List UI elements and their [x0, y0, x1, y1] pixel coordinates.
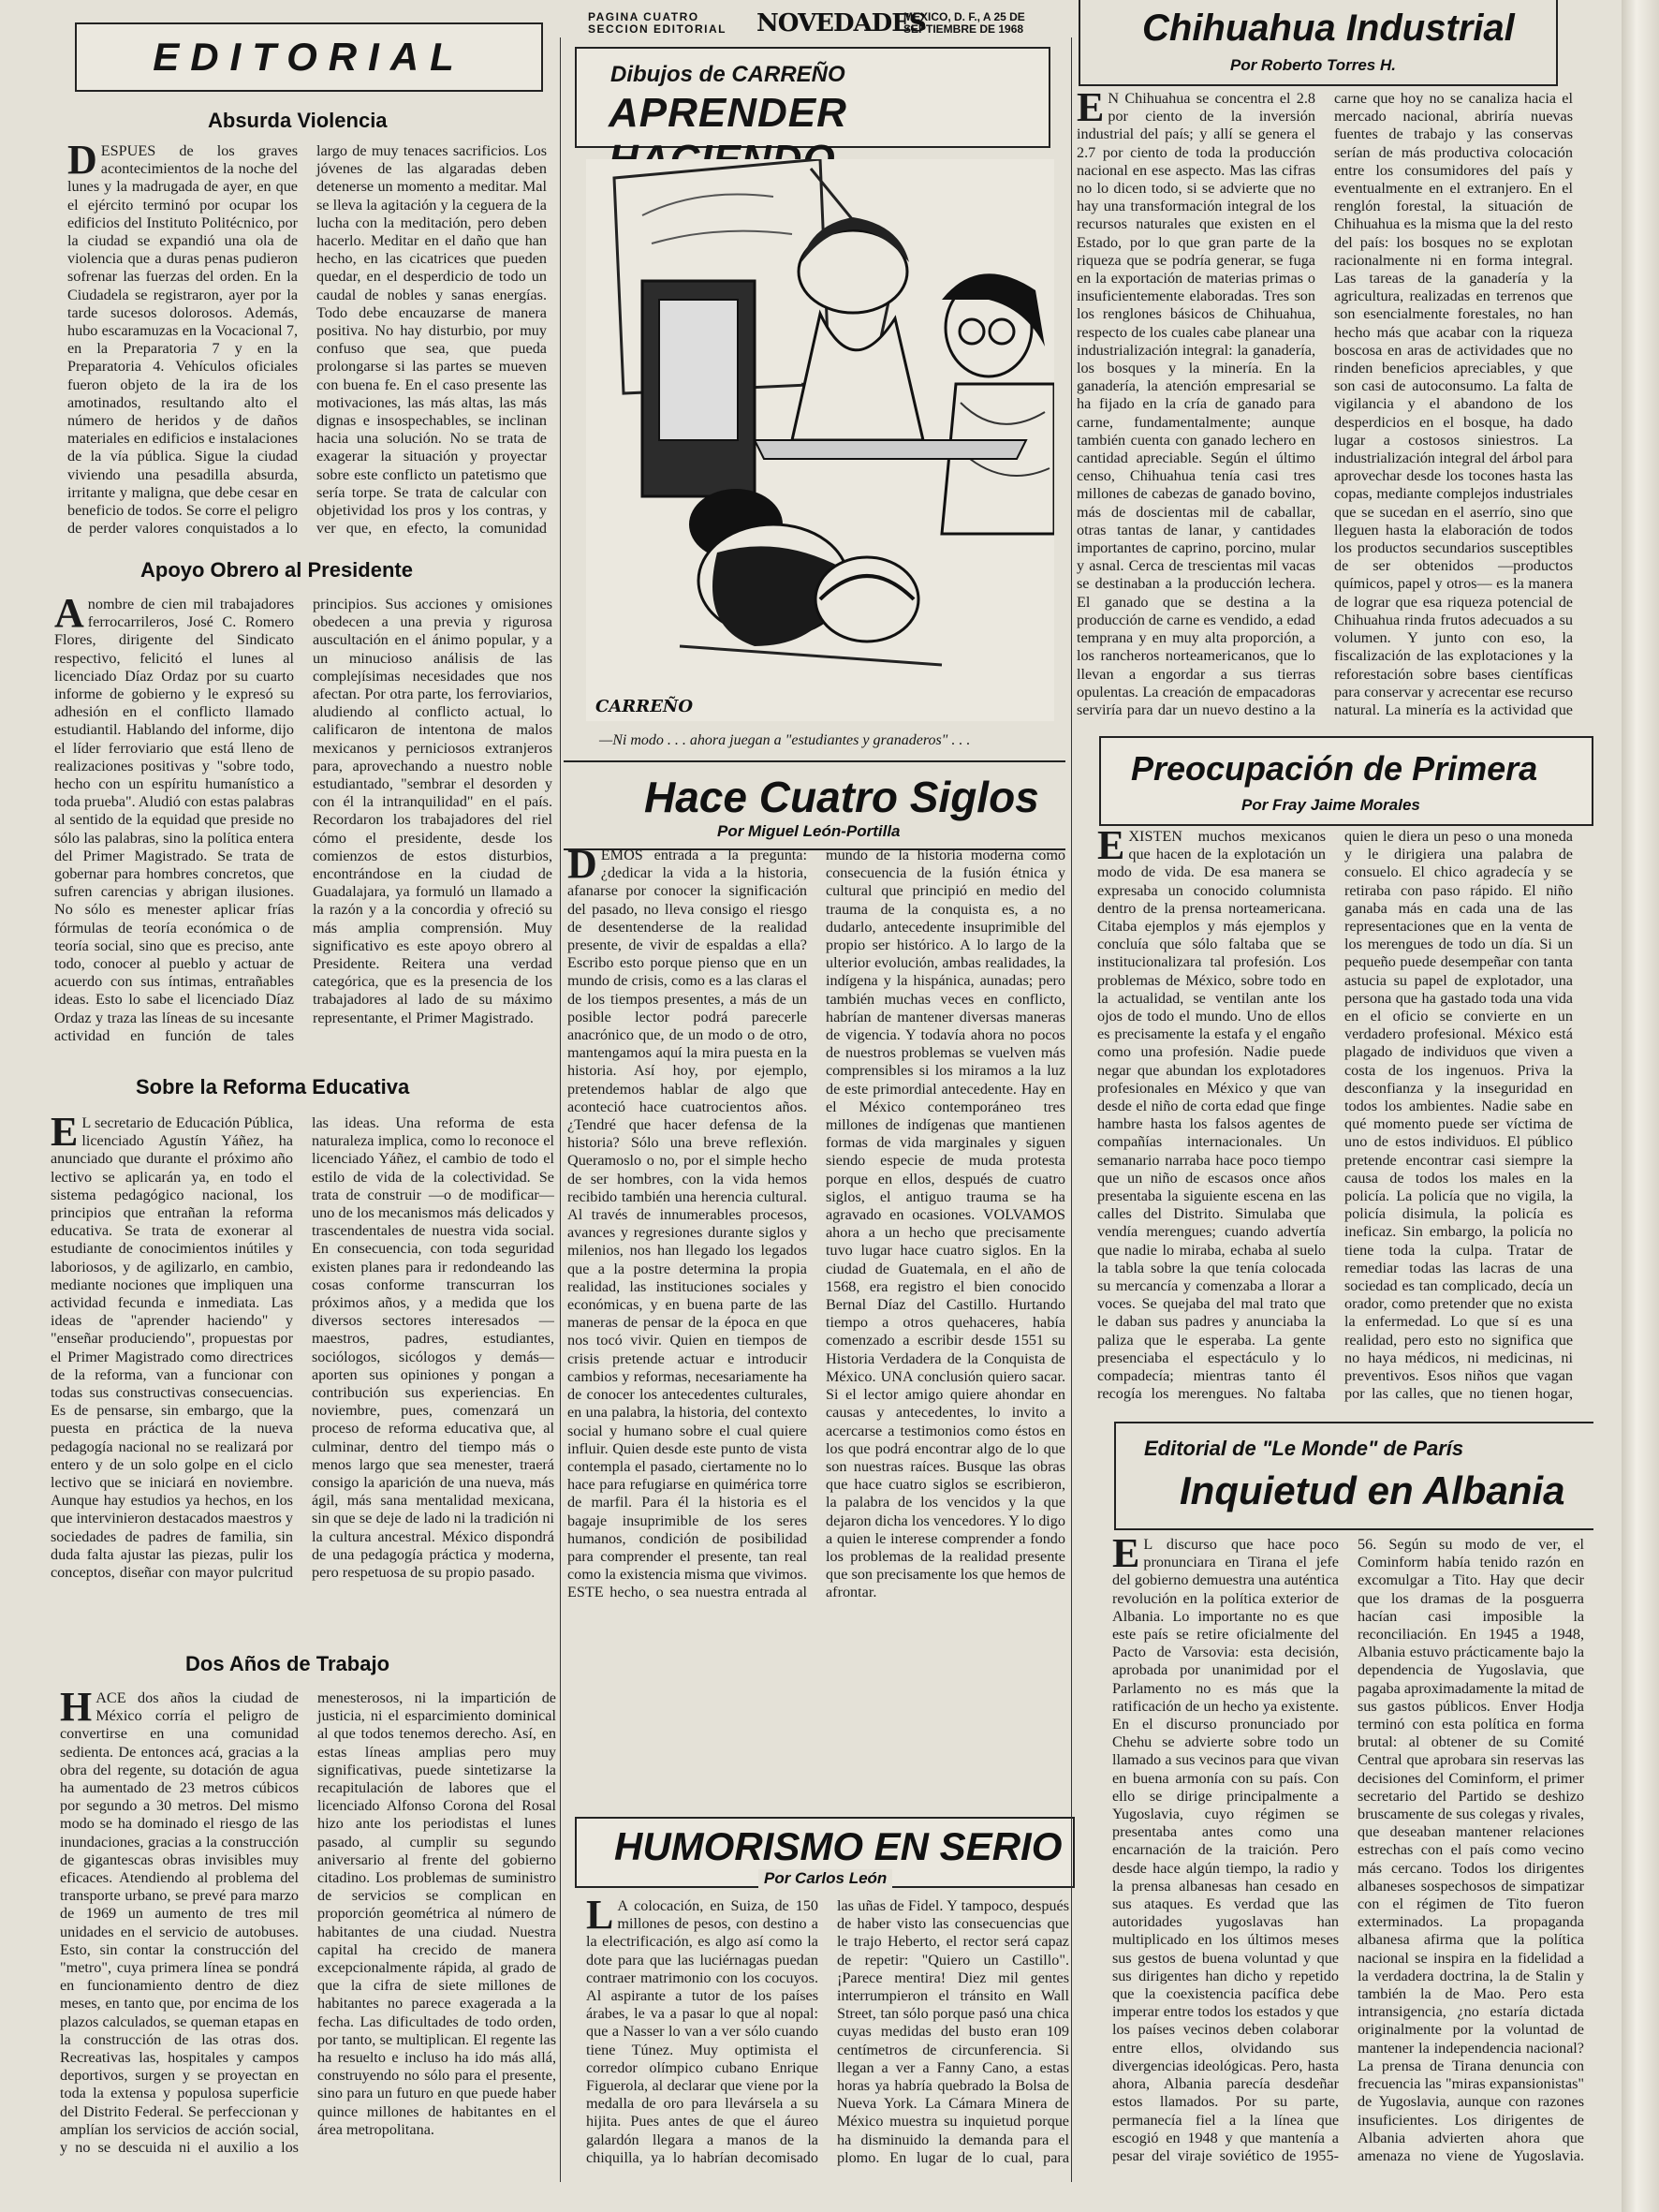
article-preocupacion-de-primera: EXISTEN muchos mexicanos que hacen de la explotación un modo de vida. De esa manera se expresaba un conocido columnista dentro de la prensa norteamericana. Citaba ejemplos y más ejemplos y concluía que sólo faltaba que se institucionalizara tal profesión. Los problemas de México, sobre todo en la actualidad, se ventilan ante los ojos de todo el mundo. Uno de ellos es precisamente la estafa y el engaño como una profesión. Nadie puede negar que abundan los explotadores profesionales en México y que van desde el niño de corta edad que finge hambre hasta los falsos agentes de compañías internacionales. Un semanario narraba hace poco tiempo que un niño de escasos once años presentaba la siguiente escena en las calles del Distrito. Simulaba que vendía merengues; cuando advertía que nadie lo miraba, echaba al suelo la tabla sobre la que tenía colocada su mercancía y comenzaba a llorar a voces. Se quejaba del mal trato que le daban sus padres y anunciaba la paliza que le esperaba. La gente presenciaba el espectáculo y lo compadecía; mientras tanto él recogía los merengues. No faltaba quien le diera un peso o una moneda y le dirigiera una palabra de consuelo. El chico agradecía y se retiraba con paso rápido. El niño ganaba más en cada una de las representaciones que en la venta de los merengues de todo un día. Si un pequeño puede desempeñar con tanta astucia su papel de explotador, una persona que ha gastado toda una vida en el oficio se convierte en un verdadero profesional. México está plagado de individuos que viven a costa de los ingenuos. Priva la desconfianza y la inseguridad en todos los ambientes. Nadie sabe en qué momento puede ser víctima de uno de estos individuos. El público pretende encontrar casi siempre la causa de todos los males en la policía. La policía que no vigila, la policía disimula, la policía es ineficaz. Sin embargo, la policía no tiene toda la culpa. Tratar de remediar todas las lacras de una sociedad es tan complicado, decía un orador, como pretender que no exista la enfermedad. Lo que sí es una realidad, pero esto no significa que no haya médicos, ni medicinas, ni preventivos. Esos niños que vagan por las calles, que no tienen hogar,	[1097, 828, 1573, 1403]
cartoon-illustration	[586, 159, 1054, 721]
article-inquietud-en-albania: EL discurso que hace poco pronunciara en Tirana el jefe del gobierno demuestra una auténtica revolución en la política exterior de Albania. Lo importante no es que este país se retire oficialmente del Pacto de Varsovia: esta decisión, aprobada por unanimidad por el Parlamento no es más que la ratificación de un hecho ya existente. En el discurso pronunciado por Chehu se advierte sobre todo un llamado a sus vecinos para que vivan en buena armonía con su país. Con ello se dirige principalmente a Yugoslavia, cuyo régimen se presentaba antes como una encarnación de la traición. Pero desde hace algún tiempo, la radio y la prensa albanesas han cesado en sus ataques. Es verdad que las autoridades yugoslavas han multiplicado en los últimos meses sus gestos de buena voluntad y que sus dirigentes han dicho y repetido que la coexistencia pacífica debe imperar entre todos los estados y que los países vecinos deben colaborar entre ellos, olvidando sus divergencias ideológicas. Pero, hasta ahora, Albania parecía desdeñar estos llamados. Por su parte, permanecía fiel a la línea que escogió en 1948 y que mantenía a pesar del viraje soviético de 1955-56. Según su modo de ver, el Cominform había tenido razón en excomulgar a Tito. Hay que decir que los dramas de la posguerra hacían casi imposible la reconciliación. En 1945 a 1948, Albania estuvo prácticamente bajo la dependencia de Yugoslavia, que pagaba aproximadamente la mitad de sus gastos públicos. Enver Hodja terminó con esta política en forma brutal: al obtener de su Comité Central que aprobara sin reservas las decisiones del Cominform, el primer secretario del Partido se deshizo bruscamente de sus colegas y rivales, que deseaban mantener relaciones estrechas con el país como vecino más cercano. Todos los dirigentes albaneses sospechosos de simpatizar con el régimen de Tito fueron exterminados. La propaganda albanesa afirma que la política nacional se inspira en la fidelidad a la verdadera doctrina, la de Stalin y también la de Mao. Pero esta intransigencia, ¿no estaría dictada originalmente por la voluntad de mantener la independencia nacional? La prensa de Tirana denuncia con frecuencia las "miras expansionistas" de Yugoslavia, aunque con razones insuficientes. Los dirigentes de Albania advierten ahora que amenaza no viene de Yugoslavia.	[1112, 1536, 1584, 2164]
article-humorismo-en-serio: LA colocación, en Suiza, de 150 millones de pesos, con destino a la electrificación, es algo así como la dote para que las luciérnagas puedan contraer matrimonio con los cocuyos. Al aspirante a tutor de los países árabes, le va a pasar lo que al nopal: que a Nasser lo van a ver sólo cuando tiene Túnez. Muy optimista el corredor olímpico cubano Enrique Figuerola, al declarar que viene por la medalla de oro para llevársela a su hijita. Pues antes de que el áureo galardón llegara a manos de la chiquilla, ya lo habrían decomisado las uñas de Fidel. Y tampoco, después de haber visto las consecuencias que le trajo Heberto, el rector será capaz de repetir: "Quiero un Castillo". ¡Parece mentira! Diez mil gentes interrumpieron el tránsito en Wall Street, tan sólo porque pasó una chica cuyas medidas del busto eran 109 centímetros de circunferencia. Si llegan a ver a Fanny Cano, a estas horas ya habría quebrado la Bolsa de Nueva York. La Cámara Minera de México muestra su inquietud porque ha disminuido la demanda para el plomo. En lugar de lo cual, para	[586, 1897, 1069, 2166]
humorismo-title: HUMORISMO EN SERIO	[614, 1824, 1063, 1868]
cartoonist-signature: CARREÑO	[595, 697, 694, 716]
cartoon-header-box	[575, 47, 1050, 148]
chihuahua-header-box	[1079, 0, 1558, 86]
chihuahua-byline: Por Roberto Torres H.	[1230, 56, 1396, 74]
siglos-byline: Por Miguel León-Portilla	[717, 822, 901, 840]
editorial-header: EDITORIAL	[153, 35, 465, 79]
section-title-reforma-educativa: Sobre la Reforma Educativa	[136, 1075, 410, 1099]
column-rule	[560, 37, 561, 2182]
albania-kicker: Editorial de "Le Monde" de París	[1144, 1437, 1464, 1460]
article-reforma-educativa: EL secretario de Educación Pública, licenciado Agustín Yáñez, ha anunciado que durante el próximo año lectivo se aplicarán ya, en todo el sistema pedagógico nacional, los principios que entrañan la reforma educativa. Se trata de exonerar al estudiante de conocimientos inútiles y laboriosos, y de agilizarlo, en cambio, mediante nociones que impliquen una actividad fecunda e inmediata. Las ideas de "aprender haciendo" y "enseñar produciendo", propuestas por el Primer Magistrado como directrices de la reforma, van a funcionar con todas sus constructivas consecuencias. Es de pensarse, sin embargo, que la puesta en práctica de la nueva pedagogía nacional no se realizará por entero y de un solo golpe en el ciclo lectivo que se iniciará en noviembre. Aunque hay estudios ya hechos, en los que intervinieron destacados maestros y sociedades de padres de familia, sin duda falta ajustar las piezas, pulir los conceptos, diseñar con mayor pulcritud las ideas. Una reforma de esta naturaleza implica, como lo reconoce el licenciado Yáñez, el cambio de todo el estilo de vida de la colectividad. Se trata de construir —o de modificar— uno de los mecanismos más delicados y trascendentales de nuestra vida social. En consecuencia, con toda seguridad existen planes para ir redondeando las cosas conforme transcurran los próximos años, y a medida que los diversos sectores interesados —maestros, padres, estudiantes, sociólogos, sicólogos y demás— aporten sus opiniones y pongan a contribución sus experiencias. En noviembre, pues, comenzará un proceso de reforma educativa que, al culminar, dentro del tiempo más o menos largo que sea menester, traerá consigo la aparición de una nueva, más ágil, más sana mentalidad mexicana, sin que se deje de lado ni la tradición ni la cultura ancestral. México dispondrá de una pedagogía práctica y moderna, pero respetuosa de su propio pasado.	[51, 1114, 554, 1582]
article-hace-cuatro-siglos: DEMOS entrada a la pregunta: ¿dedicar la vida a la historia, afanarse por conocer la significación del pasado, no lleva consigo el riesgo de desentenderse de la realidad presente, de vivir de espaldas a ella? Escribo esto porque pienso que en un mundo de crisis, como es a las claras el de los tiempos presentes, a más de un posible lector podrá parecerle anacrónico que, de un modo o de otro, mantengamos aquí la mira puesta en la historia. Así hoy, por ejemplo, pretendemos hablar de algo que aconteció hace cuatrocientos años. ¿Tendré que hacer defensa de la historia? Sólo una breve reflexión. Queramoslo o no, por el simple hecho de ser hombres, con la vida hemos recibido también una herencia cultural. Al través de innumerables procesos, avances y regresiones durante siglos y milenios, nos han llegado los legados que a la postre determina la propia realidad, las instituciones sociales y económicas, y en buena parte de las maneras de pensar de la época en que nos tocó vivir. Quien en tiempos de crisis pretende actuar e introducir cambios y reformas, necesariamente ha de conocer los antecedentes culturales, en una palabra, la historia, del contexto social y humano sobre el cual quiere influir. Quien desde este punto de vista contempla el pasado, ciertamente no lo hace para refugiarse en quimérica torre de marfil. Para él la historia es el bagaje insuprimible de los seres humanos, condición de posibilidad para comprender el presente, tan real como la existencia misma que vivimos. ESTE hecho, o sea nuestra entrada al mundo de la historia moderna como consecuencia de la fusión étnica y cultural que principió en medio del trauma de la conquista es, a no dudarlo, antecedente insuprimible del propio ser histórico. A lo largo de la ulterior evolución, ambas realidades, la indígena y la hispánica, aunadas; pero también muchas veces en conflicto, habrían de mantener diversas maneras de vigencia. Y todavía ahora no pocos de nuestros problemas se vuelven más comprensibles si los miramos a la luz de este primordial antecedente. Hay en el México contemporáneo tres millones de indígenas que mantienen formas de vida marginales y siguen siendo especie de muda protesta porque en ellos, después de cuatro siglos, el antiguo trauma se ha agravado en ocasiones. VOLVAMOS ahora a un hecho que precisamente tuvo lugar hace cuatro siglos. En la ciudad de Guatemala, en el año de 1568, era registro el bien conocido Bernal Díaz del Castillo. Hurtando tiempo a otros quehaceres, había comenzado a escribir desde 1551 su Historia Verdadera de la Conquista de México. UNA conclusión quiero sacar. Si el lector amigo quiere ahondar en causas y antecedentes, lo invito a acercarse a testimonios como éstos en los que podrá encontrar algo de lo que son nuestras raíces. Busque las obras que hace cuatro siglos se escribieron, la palabra de los vencidos y la que dejaron dicha los vencedores. Y lo digo a quien le interese comprender a fondo los problemas de la realidad presente que son precisamente los que hemos de afrontar.	[567, 847, 1065, 1601]
section-title-apoyo-obrero: Apoyo Obrero al Presidente	[140, 558, 413, 582]
article-absurda-violencia: DESPUES de los graves acontecimientos de la noche del lunes y la madrugada de ayer, en que el ejército terminó por ocupar los edificios del Instituto Politécnico, por la ciudad se expandió una ola de violencia que a duras penas pudieron sofrenar las fuerzas del orden. En la Ciudadela se registraron, ayer por la tarde sucesos dolorosos. Además, hubo escaramuzas en la Vocacional 7, en la Preparatoria 7 y en la Preparatoria 4. Vehículos oficiales fueron objeto de la ira de los amotinados, resultando alto el número de heridos y de daños materiales en edificios e instalaciones de la vía pública. Sigue la ciudad viviendo una pesadilla absurda, irritante y maligna, que debe cesar en beneficio de todos. Se corre el peligro de perder valores conquistados a lo largo de muy tenaces sacrificios. Los jóvenes de las algaradas deben detenerse un momento a meditar. Mal se lleva la agitación y la ceguera de la lucha con la meditación, pero deben hacerlo. Meditar en el daño que han hecho, en las cicatrices que pueden quedar, en el desperdicio de todo un caudal de nobles y sanas energías. Todo debe encauzarse de manera positiva. No hay disturbio, por muy confuso que sea, que pueda prolongarse si las partes se mueven con buena fe. En el caso presente las motivaciones, las más altas, las más dignas e insospechables, se inclinan hacia una solución. No se trata de exagerar la situación y proyectar sobre este conflicto un patetismo que sería torpe. Se trata de calcular con objetividad los pros y los contras, y ver que, en efecto, la comunidad	[67, 142, 547, 538]
preocupacion-title: Preocupación de Primera	[1131, 749, 1538, 788]
cartoon-header-big: APRENDER	[609, 90, 847, 136]
siglos-title: Hace Cuatro Siglos	[644, 773, 1039, 821]
page-section-label	[588, 11, 756, 36]
column-rule	[1071, 37, 1072, 2182]
section-title-dos-anos: Dos Años de Trabajo	[185, 1652, 390, 1675]
albania-header-box	[1114, 1422, 1593, 1530]
cartoon-header-small: Dibujos de CARREÑO	[610, 62, 845, 87]
chihuahua-title: Chihuahua Industrial	[1142, 7, 1515, 49]
humorismo-byline: Por Carlos León	[758, 1869, 892, 1888]
publication-date: MEXICO, D. F., A 25 DE SEPTIEMBRE DE 1968	[903, 10, 1025, 36]
newspaper-name: NOVEDADES	[756, 9, 926, 37]
preocupacion-byline: Por Fray Jaime Morales	[1241, 796, 1420, 814]
page-fold-edge	[1622, 0, 1659, 2212]
albania-title: Inquietud en Albania	[1180, 1468, 1565, 1512]
article-dos-anos: HACE dos años la ciudad de México corría el peligro de convertirse en una comunidad sedienta. De entonces acá, gracias a la obra del regente, su dotación de agua ha aumentado de 23 metros cúbicos por segundo a 30 metros. Del mismo modo se ha dominado el riesgo de las inundaciones, gracias a la construcción de gigantescas obras invisibles muy eficaces. Atendiendo al problema del transporte urbano, se prevé para marzo de 1969 un aumento de tres mil unidades en el servicio de autobuses. Esto, sin contar la construcción del "metro", cuya primera línea se pondrá en funcionamiento dentro de diez meses, en tanto que, por encima de los plazos calculados, se queman etapas en la construcción de las otras dos. Recreativas las, hospitales y campos deportivos, surgen y se proyectan en toda la extensa y populosa superficie del Distrito Federal. Se perfeccionan y amplían los servicios de acción social, y no se descuida ni el auxilio a los menesterosos, ni la impartición de justicia, ni el esparcimiento dominical al que todos tenemos derecho. Así, en estas líneas amplias pero muy significativas, puede sintetizarse la recapitulación de labores que el licenciado Alfonso Corona del Rosal hizo ante los periodistas el lunes pasado, al cumplir su segundo aniversario al frente del gobierno citadino. Los problemas de suministro de servicios se complican en proporción geométrica al número de habitantes de una ciudad. Nuestra capital ha crecido de manera excepcionalmente rápida, al grado de que la cifra de siete millones de habitantes no parece exagerada a la fecha. Las dificultades de todo orden, por tanto, se multiplican. El regente las ha resuelto e incluso ha ido más allá, construyendo no sólo para el presente, sino para un futuro en que puede haber quince millones de habitantes en el área metropolitana.	[60, 1689, 556, 2157]
article-apoyo-obrero: Anombre de cien mil trabajadores ferrocarrileros, José C. Romero Flores, dirigente del Sindicato respectivo, felicitó el lunes al licenciado Díaz Ordaz por su cuarto informe de gobierno y le expresó su adhesión en el conflicto llamado estudiantil. Hablando del informe, dijo el líder ferroviario que está lleno de realizaciones positivas y "sobre todo, hecho con un espíritu humanístico a toda prueba". Aludió con estas palabras al sentido de la equidad que preside no sólo las palabras, sino la política entera del Primer Magistrado. Se trata de gobernar para hombres concretos, que sufren carencias y abrigan ilusiones. No sólo es menester aplicar frías fórmulas de teoría económica o de teoría social, sino que es preciso, ante todo, conocer al pueblo y actuar de acuerdo con sus íntimas, entrañables ideas. Esto lo sabe el licenciado Díaz Ordaz y traza las líneas de su incesante actividad en función de tales principios. Sus acciones y omisiones obedecen a una previa y rigurosa auscultación en el ánimo popular, y a un minucioso análisis de las complejísimas necesidades que nos afectan. Por otra parte, los ferroviarios, aludiendo al conflicto actual, lo calificaron de intentona de malos mexicanos y perniciosos extranjeros para, aprovechando a nuestro noble estudiantado, "sembrar el desorden y con él la intranquilidad" en el país. Recordaron los trabajadores del riel cómo el presidente, desde los comienzos de estos disturbios, encontrándose en la ciudad de Guadalajara, ya formuló un llamado a la razón y a la concordia y ofreció su más amplia comprensión. Muy significativo es este apoyo obrero al Presidente. Reitera una verdad categórica, que es la presencia de los trabajadores al lado de su máximo representante, el Primer Magistrado.	[54, 596, 552, 1044]
editorial-header-box	[75, 22, 543, 92]
page-number-label: PAGINA CUATRO	[588, 10, 699, 23]
article-chihuahua-industrial: EN Chihuahua se concentra el 2.8 por ciento de la inversión industrial del país; y allí se genera el 2.7 por ciento de toda la producción nacional en ese aspecto. Mas las cifras no lo dicen todo, si se advierte que no hay una transformación integral de los recursos naturales que existen en el Estado, por lo que gran parte de la riqueza que se podría generar, se fuga en la exportación de materias primas o insuficientemente elaboradas. Tres son los renglones básicos de Chihuahua, respecto de los cuales cabe planear una industrialización integral: la ganadería, los bosques y la minería. En la ganadería, la atención empresarial se ha fijado en la cría de ganado para carne, fundamentalmente; aunque también cuenta con ganado lechero en cantidad apreciable. Según el último censo, Chihuahua tenía casi tres millones de cabezas de ganado bovino, más de doscientas mil de caballar, otras tantas de lanar, y cantidades importantes de caprino, porcino, mular y asnal. Cerca de trescientas mil vacas se destinaban a la producción lechera. El ganado que se destina a la producción de carne es vendido, a edad temprana y en muy alta proporción, a los rancheros norteamericanos, que lo llevan a engordar a sus tierras opulentas. La creación de empacadoras serviría para dar un nuevo destino a la carne que hoy no se canaliza hacia el mercado nacional, abriría nuevas fuentes de trabajo y las conservas serían de más productiva colocación entre los consumidores del país y eventualmente en el extranjero. En el renglón forestal, la situación de Chihuahua es la misma que la del resto del país: los bosques no se explotan racionalmente ni en forma integral. Las tareas de la ganadería y la agricultura, realizadas en terrenos que son esencialmente forestales, no han hecho más que acabar con la riqueza boscosa en aras de actividades que no rinden beneficios apreciables, y que son casi de autoconsumo. La falta de vigilancia y el abandono de los desperdicios en el bosque, ha dado lugar a costosos siniestros. La industrialización integral del árbol para aprovechar desde los tocones hasta las copas, mediante complejos industriales que se sucedan en el aserrío, sino que lleguen hasta la elaboración de todos los productos secundarios susceptibles de ser obtenidos —productos químicos, papel y otros— es la manera de lograr que esa riqueza potencial de Chihuahua rinda frutos adecuados a su volumen. Y junto con eso, la fiscalización de las explotaciones y la reforestación sobre bases científicas para conservar y acrecentar ese recurso natural. La minería es la actividad que	[1077, 90, 1573, 718]
siglos-header-box	[564, 760, 1065, 850]
section-title-absurda-violencia: Absurda Violencia	[208, 109, 388, 132]
cartoon-caption: —Ni modo . . . ahora juegan a "estudiantes y granaderos" . . .	[599, 732, 971, 748]
section-label: SECCION EDITORIAL	[588, 22, 727, 36]
preocupacion-header-box	[1099, 736, 1593, 826]
